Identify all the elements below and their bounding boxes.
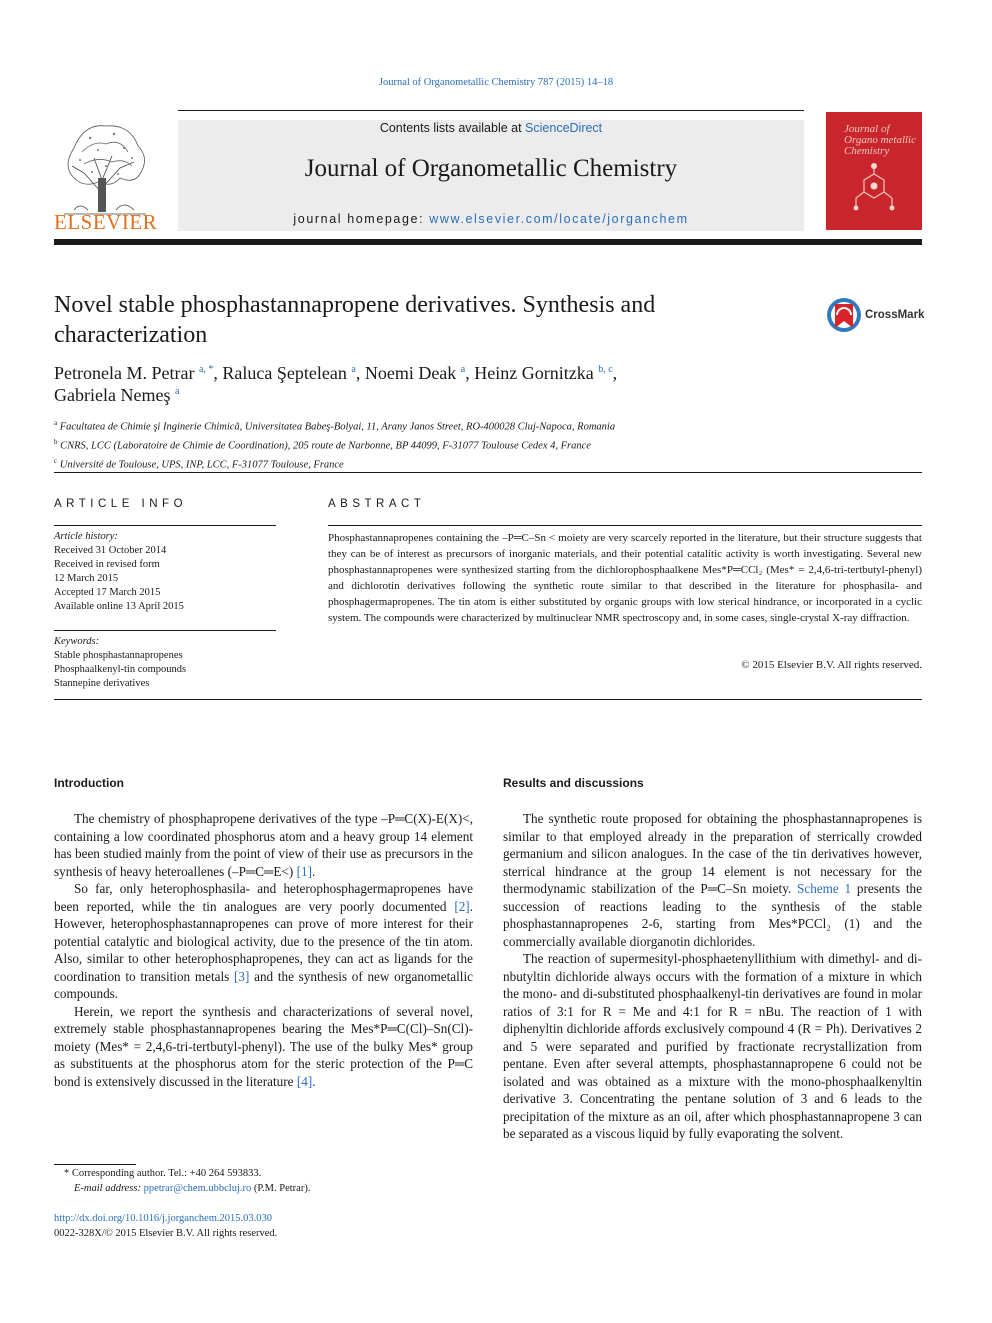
paragraph-text: .: [311, 863, 316, 879]
affiliation-mark: b: [54, 438, 58, 446]
results-heading: Results and discussions: [503, 776, 644, 790]
crossmark-label[interactable]: CrossMark: [865, 309, 925, 321]
abstract-rule: [328, 525, 922, 526]
publisher-name: ELSEVIER: [54, 210, 158, 234]
journal-citation[interactable]: Journal of Organometallic Chemistry 787 (2015) 14–18: [378, 77, 614, 88]
paragraph-text: So far, only heterophosphasila- and heterophosphagermapropenes have been reported, while the tin analogues are very poorly documented: [54, 881, 473, 914]
footnotes: [54, 1166, 474, 1196]
paragraph-text: Herein, we report the synthesis and characterizations of several novel, extremely stable phosphastannapropenes bearing the Mes*P═C(Cl)–Sn(Cl)- moiety (Mes* = 2,4,6-tri-tertbutyl-phenyl). The use of the bulky Mes* group as substituents at the phosphorus atom for the steric protection of the P═C bond is extensively discussed in the literature: [54, 1003, 473, 1089]
citation-link[interactable]: [2]: [454, 898, 470, 914]
paragraph-text: The synthetic route proposed for obtaining the phosphastannapropenes is similar to that employed already in the preparation of sterrically crowded germanium and silicon analogues. In the case of the tin derivatives however, sterrical hindrance at the group 14 element is not necessary for the thermodynamic stabilization of the P═C–Sn moiety.: [503, 811, 922, 896]
results-body: [503, 810, 922, 1143]
cover-title: Journal of Organo metallic Chemistry: [844, 123, 916, 157]
author-separator: ,: [465, 363, 475, 383]
author-affiliation-mark[interactable]: a: [460, 364, 466, 375]
history-item: Available online 13 April 2015: [54, 601, 184, 612]
paragraph-text: presents the succession of reactions leading to the synthesis of the stable phosphastannapropenes 2-6, starting from Mes*PCCl₂ (1) and the commercially available diorganotin dichlorides.: [503, 881, 923, 949]
citation-link[interactable]: [3]: [234, 968, 250, 984]
affiliation-list: [54, 416, 814, 473]
cover-molecule-icon: [826, 112, 922, 230]
introduction-heading: Introduction: [54, 776, 124, 790]
email-suffix: (P.M. Petrar).: [251, 1183, 311, 1194]
email-note: [54, 1181, 474, 1196]
abstract-copyright: © 2015 Elsevier B.V. All rights reserved.: [741, 659, 922, 671]
paragraph-text: and the synthesis of new organometallic compounds.: [54, 968, 473, 1001]
history-label: Article history:: [54, 531, 118, 542]
corresponding-author-note: * Corresponding author. Tel.: +40 264 593833.: [64, 1168, 262, 1179]
author-affiliation-mark[interactable]: a: [174, 386, 180, 397]
contents-prefix: Contents lists available at: [379, 121, 526, 135]
paragraph: [503, 810, 922, 950]
abstract-heading: ABSTRACT: [328, 498, 426, 510]
paragraph: [54, 880, 473, 1003]
author-affiliation-mark[interactable]: b, c: [598, 364, 613, 375]
keywords: [54, 635, 276, 691]
journal-homepage: [178, 212, 804, 226]
keyword-item: Stable phosphastannapropenes: [54, 650, 183, 661]
keyword-item: Phosphaalkenyl-tin compounds: [54, 664, 187, 675]
homepage-link[interactable]: www.elsevier.com/locate/jorganchem: [429, 212, 689, 226]
keywords-label: Keywords:: [54, 636, 100, 647]
paragraph: [54, 810, 473, 880]
journal-title: Journal of Organometallic Chemistry: [304, 155, 678, 182]
author-separator: ,: [213, 363, 223, 383]
affiliation-mark: c: [54, 457, 58, 465]
history-item: Accepted 17 March 2015: [54, 587, 161, 598]
affiliation-rule: [54, 472, 922, 473]
affiliation-item: [54, 435, 814, 454]
author-name[interactable]: Raluca Şeptelean: [222, 363, 347, 383]
affiliation-text: CNRS, LCC (Laboratoire de Chimie de Coordination), 205 route de Narbonne, BP 44099, F-31077 Toulouse Cedex 4, France: [60, 440, 591, 452]
contents-line: [178, 121, 804, 135]
abstract-text: Phosphastannapropenes containing the –P═C–Sn < moiety are very scarcely reported in the literature, but their structure suggests that they can be of interest as precursors of inorganic materials, and their potential catalitic activity is worth investigating. Several new phosphastannapropenes were synthesized starting from the dichlorophosphaalkene Mes*P═CCl₂ (Mes* = 2,4,6-tri-tertbutyl-phenyl) and dichlorotin derivatives following the synthetic route similar to that described in the literature for phosphasila- and phosphagermapropenes. The tin atom is either substituted by organic groups with low sterical hindrance, or incorporated in a cyclic system. The compounds were characterized by multinuclear NMR spectroscopy and, in some cases, single-crystal X-ray diffraction.: [328, 532, 922, 625]
author-affiliation-mark[interactable]: a, *: [198, 364, 214, 375]
author-name[interactable]: Noemi Deak: [364, 363, 457, 383]
affiliation-text: Université de Toulouse, UPS, INP, LCC, F-31077 Toulouse, France: [59, 459, 344, 471]
author-list: [54, 362, 774, 406]
affiliation-item: [54, 416, 814, 435]
paragraph-text: The chemistry of phosphapropene derivatives of the type –P═C(X)-E(X)<, containing a low coordinated phosphorus atom and a heavy group 14 element has been studied mainly from the point of view of their use as precursors in the synthesis of heavy heteroallenes (–P═C═E<): [54, 811, 473, 879]
author-name[interactable]: Gabriela Nemeş: [54, 385, 171, 405]
paragraph-text: .: [312, 1073, 316, 1089]
scheme-link[interactable]: Scheme 1: [797, 881, 852, 896]
paragraph-text: . However, heterophosphastannapropenes can prove of more interest for their potential catalytic and biological activity, due to the presence of the tin atom. Also, similar to other heterophosphapropenes, they can act as ligands for the coordination to transition metals: [54, 898, 473, 984]
keywords-rule: [54, 630, 276, 631]
paragraph: The reaction of supermesityl-phosphaetenyllithium with dimethyl- and di-nbutyltin dichloride always occurs with the formation of a mixture in which the mono- and di-substituted phosphaalkenyl-tin derivatives are found in molar ratios of 3:1 for R = Me and 4:1 for R = nBu. The reaction of 1 with diphenyltin dichloride affords exclusively compound 4 (R = Ph). Derivatives 2 and 5 were separated and purified by fractionate recrystallization from pentane. Even after several attempts, phosphastannapropene 6 could not be isolated and was obtained as a mixture with the mono-phosphaalkenyltin derivative 3. Concentrating the pentane solution of 3 and 6 leads to the precipitation of the mixture as an oil, after which phosphastannapropene 3 can be separated as a viscous liquid by fully evaporating the solvent.: [503, 951, 922, 1141]
history-item: 12 March 2015: [54, 573, 119, 584]
affiliation-text: Facultatea de Chimie şi Inginerie Chimică, Universitatea Babeş-Bolyai, 11, Arany Janos Street, RO-400028 Cluj-Napoca, Romania: [59, 421, 616, 433]
email-link[interactable]: ppetrar@chem.ubbcluj.ro: [143, 1183, 252, 1194]
keyword-item: Stannepine derivatives: [54, 678, 150, 689]
article-info-heading: ARTICLE INFO: [54, 498, 188, 510]
history-item: Received 31 October 2014: [54, 545, 167, 556]
affiliation-mark: a: [54, 419, 58, 427]
footnote-rule: [54, 1164, 136, 1165]
abstract-bottom-rule: [54, 699, 922, 700]
sciencedirect-link[interactable]: ScienceDirect: [525, 121, 603, 135]
issn-line: 0022-328X/© 2015 Elsevier B.V. All rights reserved.: [54, 1228, 278, 1239]
homepage-prefix: journal homepage:: [293, 212, 430, 226]
author-name[interactable]: Petronela M. Petrar: [54, 363, 195, 383]
history-item: Received in revised form: [54, 559, 160, 570]
header-rule: [178, 110, 804, 111]
article-title: Novel stable phosphastannapropene derivatives. Synthesis and characterization: [54, 292, 656, 348]
author-affiliation-mark[interactable]: a: [351, 364, 356, 375]
author-separator: ,: [355, 363, 365, 383]
paragraph: [54, 1003, 473, 1091]
author-separator: ,: [612, 363, 618, 383]
doi-block: [54, 1211, 474, 1241]
article-history: [54, 530, 276, 614]
introduction-body: [54, 810, 473, 1090]
citation-link[interactable]: [1]: [296, 863, 312, 879]
author-name[interactable]: Heinz Gornitzka: [474, 363, 594, 383]
affiliation-item: [54, 454, 814, 473]
journal-cover[interactable]: [826, 112, 922, 230]
citation-link[interactable]: [4]: [296, 1073, 313, 1089]
article-info-rule: [54, 525, 276, 526]
header-thick-rule: [54, 239, 922, 245]
doi-link[interactable]: http://dx.doi.org/10.1016/j.jorganchem.2015.03.030: [54, 1213, 273, 1224]
email-label: E-mail address:: [74, 1183, 144, 1194]
